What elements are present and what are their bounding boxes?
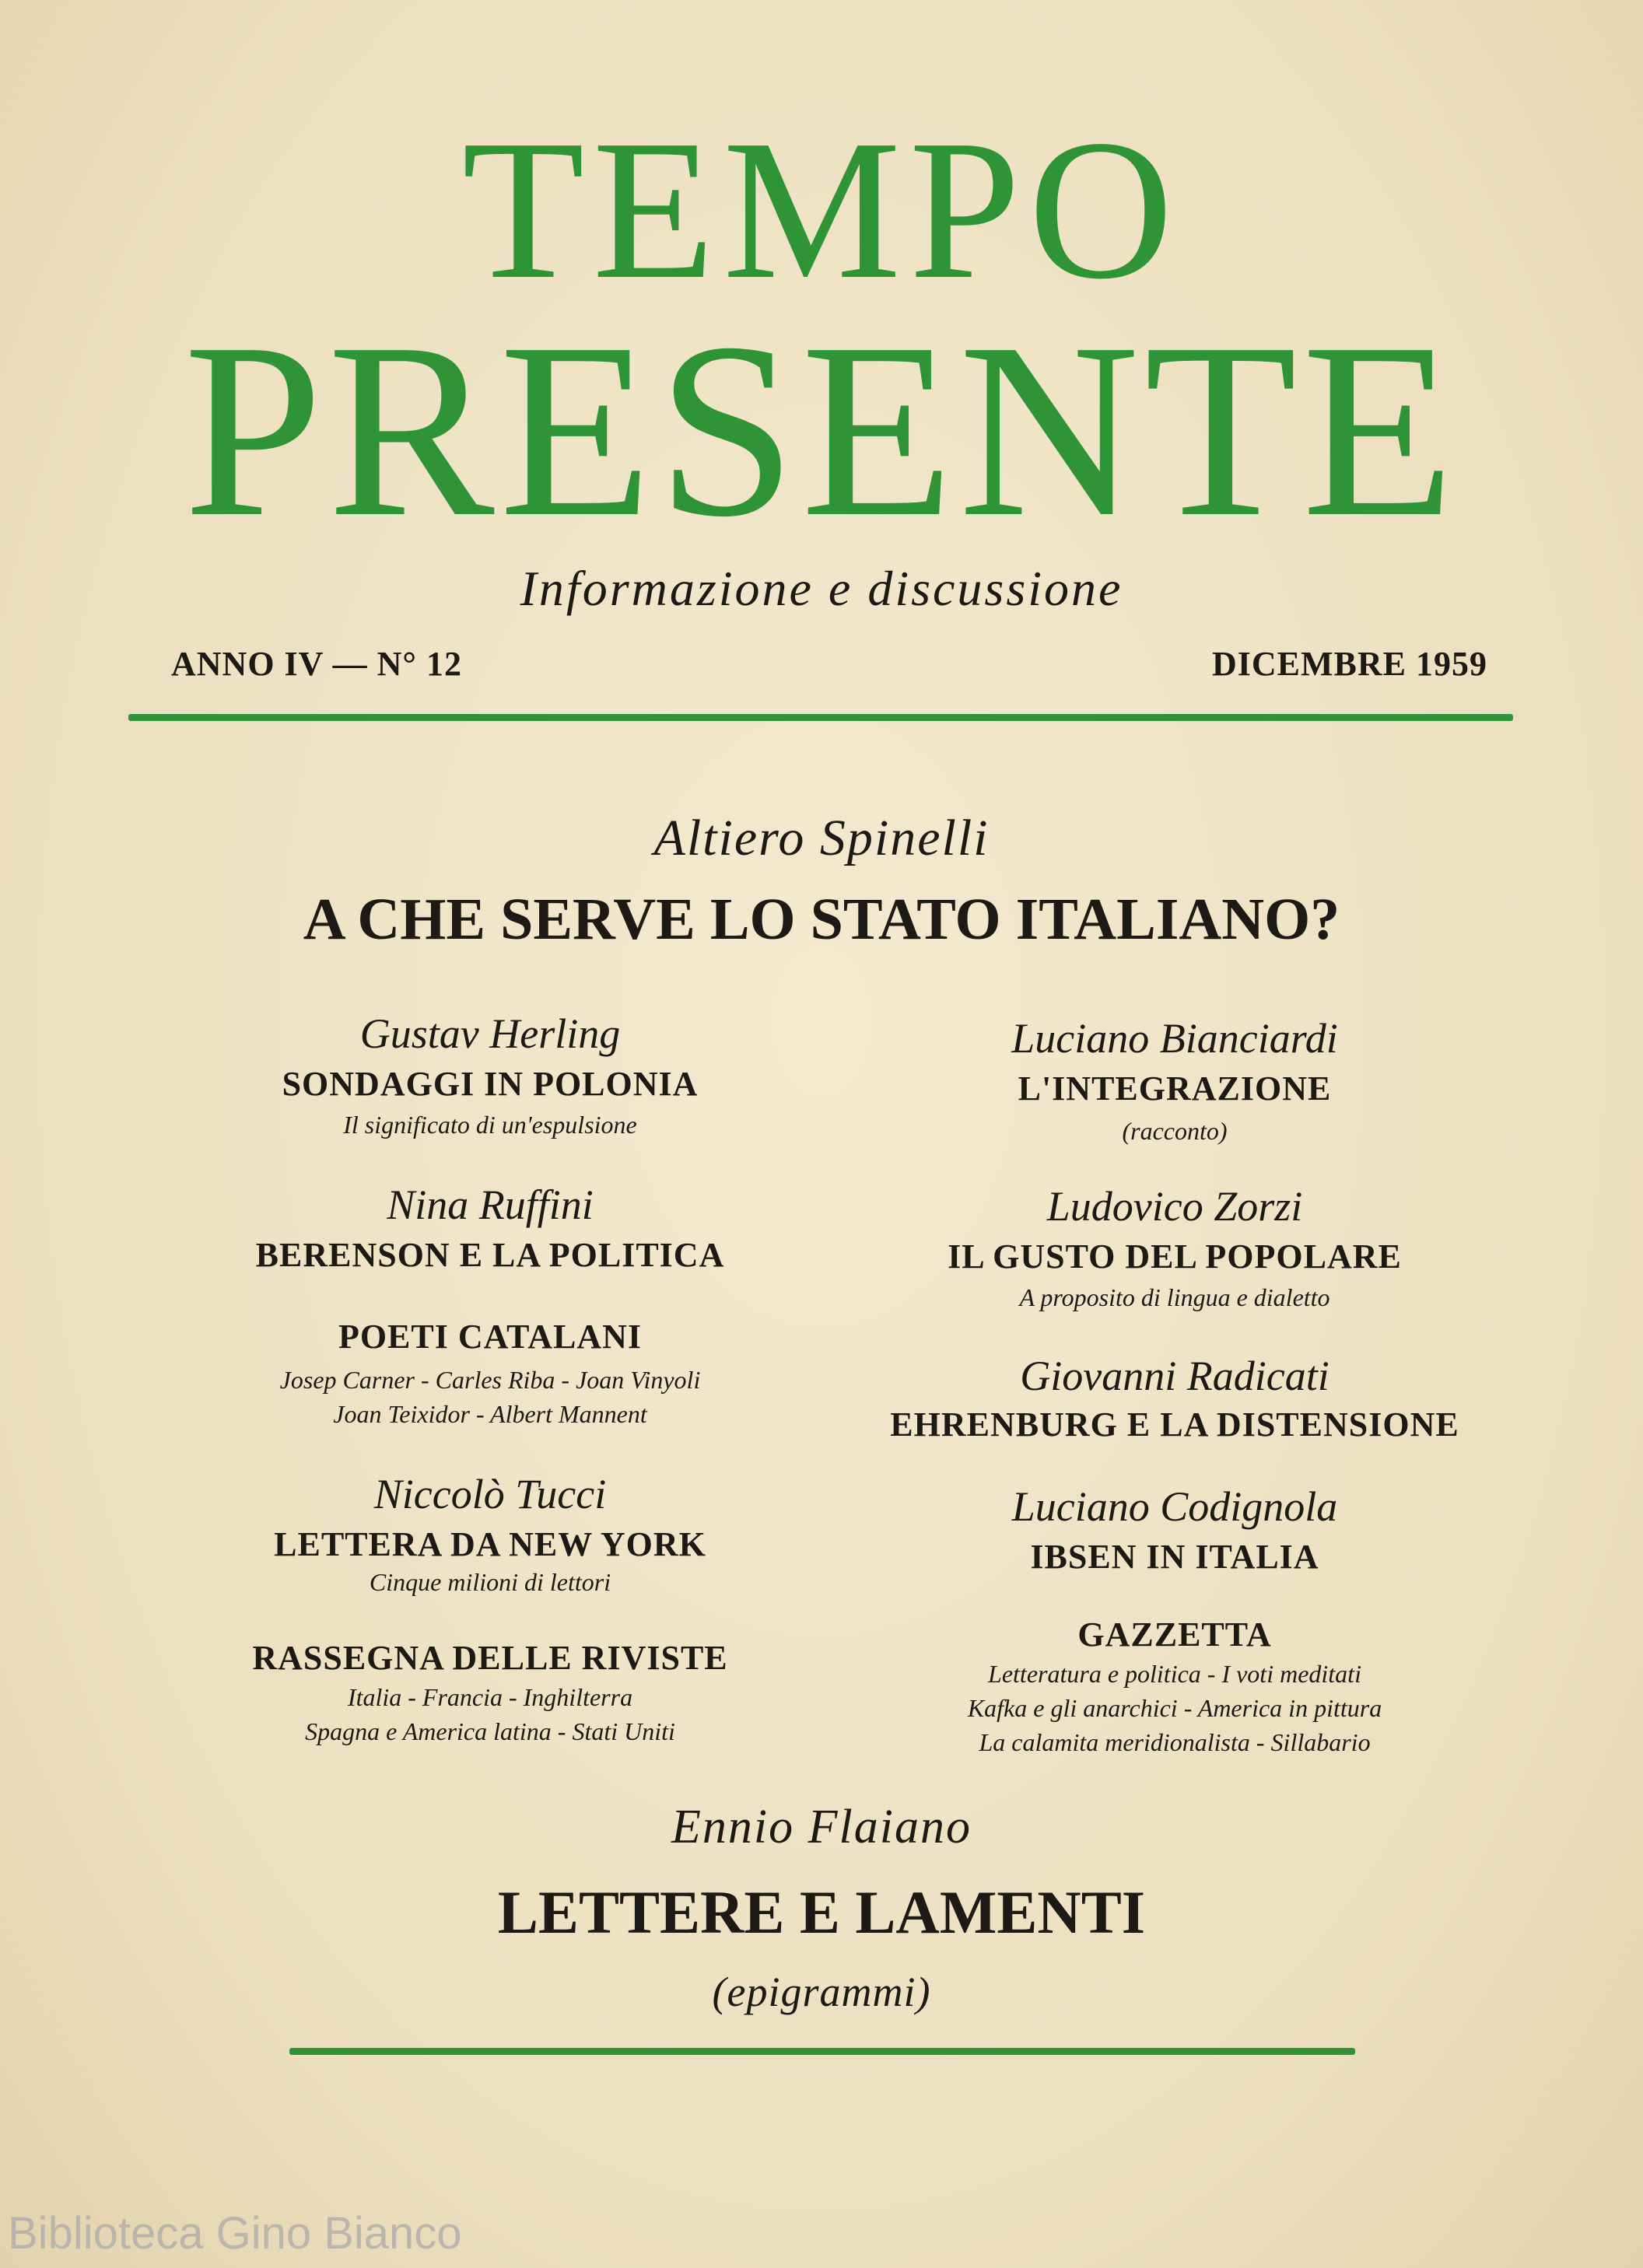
left-item-1-title: SONDAGGI IN POLONIA xyxy=(282,1065,699,1103)
right-item-2-author: Ludovico Zorzi xyxy=(1046,1183,1303,1230)
right-item-5-note-1: Letteratura e politica - I voti meditati xyxy=(988,1660,1361,1688)
masthead-subtitle: Informazione e discussione xyxy=(520,561,1123,616)
left-item-2-title: BERENSON E LA POLITICA xyxy=(255,1236,725,1274)
right-item-2-note: A proposito di lingua e dialetto xyxy=(1019,1283,1330,1311)
right-item-5-title: GAZZETTA xyxy=(1077,1615,1272,1654)
left-item-5-note-2: Spagna e America latina - Stati Uniti xyxy=(305,1717,675,1745)
right-item-5-note-3: La calamita meridionalista - Sillabario xyxy=(979,1728,1371,1756)
right-item-4-title: IBSEN IN ITALIA xyxy=(1030,1538,1319,1576)
masthead-title-line2: PRESENTE xyxy=(183,291,1460,569)
left-item-3-note-1: Josep Carner - Carles Riba - Joan Vinyoli xyxy=(279,1366,701,1394)
left-item-4-author: Niccolò Tucci xyxy=(373,1471,607,1517)
left-item-4-note: Cinque milioni di lettori xyxy=(369,1568,611,1596)
right-item-5-note-2: Kafka e gli anarchici - America in pittura xyxy=(967,1694,1382,1722)
top-divider-rule xyxy=(128,714,1513,721)
left-item-1-note: Il significato di un'espulsione xyxy=(343,1111,637,1139)
left-item-5-note-1: Italia - Francia - Inghilterra xyxy=(347,1683,633,1711)
left-item-3-title: POETI CATALANI xyxy=(338,1318,643,1356)
left-item-1-author: Gustav Herling xyxy=(359,1010,621,1057)
lead-article-title: A CHE SERVE LO STATO ITALIANO? xyxy=(303,887,1340,952)
issue-number: ANNO IV — N° 12 xyxy=(171,645,463,683)
left-item-3-note-2: Joan Teixidor - Albert Mannent xyxy=(333,1400,647,1428)
left-item-2-author: Nina Ruffini xyxy=(387,1181,594,1228)
right-item-3-author: Giovanni Radicati xyxy=(1020,1353,1329,1399)
right-item-1-title: L'INTEGRAZIONE xyxy=(1018,1069,1332,1108)
issue-date: DICEMBRE 1959 xyxy=(1211,645,1487,683)
left-item-4-title: LETTERA DA NEW YORK xyxy=(274,1525,706,1563)
right-item-4-author: Luciano Codignola xyxy=(1011,1483,1338,1530)
closing-article-author: Ennio Flaiano xyxy=(671,1801,972,1853)
right-item-1-note: (racconto) xyxy=(1122,1117,1228,1145)
closing-article-title: LETTERE E LAMENTI xyxy=(497,1878,1146,1946)
library-watermark: Biblioteca Gino Bianco xyxy=(8,2208,462,2259)
bottom-divider-rule xyxy=(289,2048,1355,2055)
lead-article-author: Altiero Spinelli xyxy=(653,810,990,866)
right-item-3-title: EHRENBURG E LA DISTENSIONE xyxy=(890,1405,1459,1444)
closing-article-note: (epigrammi) xyxy=(712,1969,931,2015)
right-item-2-title: IL GUSTO DEL POPOLARE xyxy=(948,1237,1402,1276)
left-item-5-title: RASSEGNA DELLE RIVISTE xyxy=(252,1639,728,1677)
masthead-title-line1: TEMPO xyxy=(461,98,1182,320)
right-item-1-author: Luciano Bianciardi xyxy=(1011,1015,1338,1062)
